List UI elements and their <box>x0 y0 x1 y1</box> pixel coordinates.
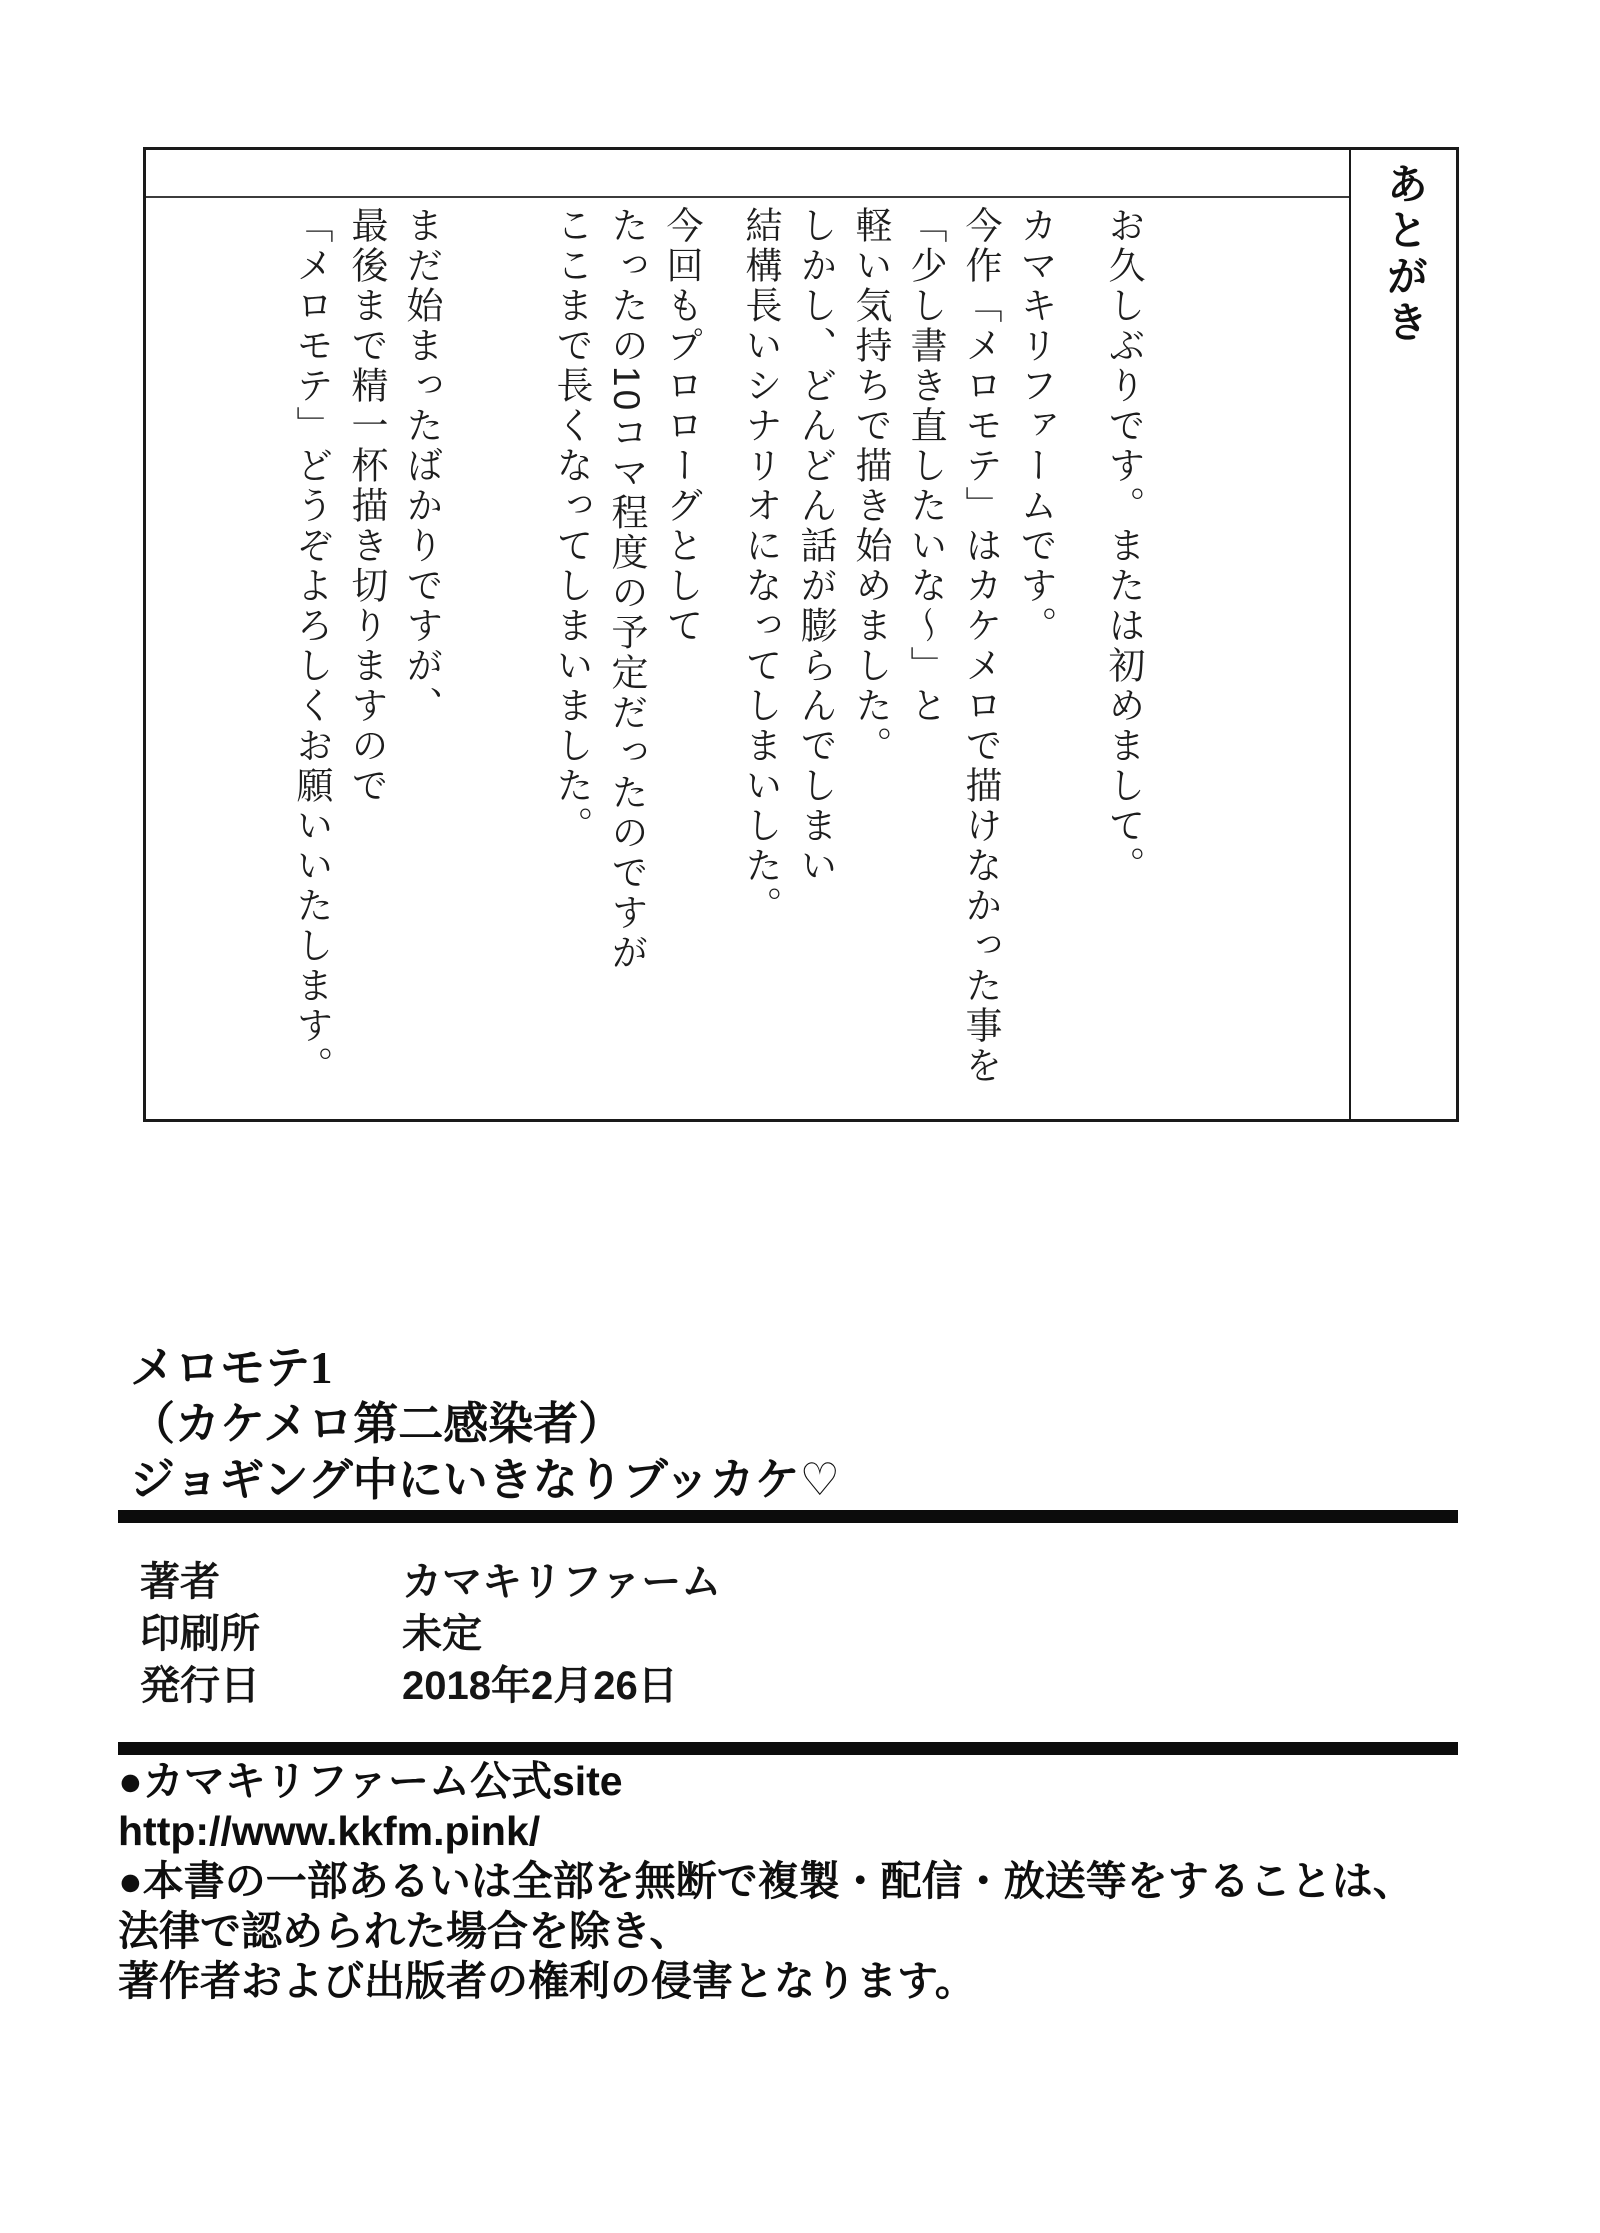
afterword-body <box>146 150 1351 1119</box>
afterword-column: たったの10コマ程度の予定だったのですが <box>606 206 647 974</box>
divider-bar-top <box>118 1510 1458 1523</box>
afterword-column: お久しぶりです。または初めまして。 <box>1103 206 1144 886</box>
title-line-3: ジョギング中にいきなりブッカケ♡ <box>130 1455 840 1505</box>
colophon-value-published: 2018年2月26日 <box>402 1663 678 1708</box>
title-block <box>130 1340 840 1508</box>
colophon-value-author: カマキリファーム <box>402 1559 722 1604</box>
title-line-1: メロモテ1 <box>130 1343 333 1393</box>
afterword-column: 結構長いシナリオになってしまいした。 <box>740 206 781 926</box>
divider-bar-bottom <box>118 1742 1458 1755</box>
afterword-heading: あとがき <box>1380 162 1427 346</box>
afterword-column: 「メロモテ」どうぞよろしくお願いいたします。 <box>291 206 332 1086</box>
afterword-column: 今作「メロモテ」はカケメロで描けなかった事を <box>960 206 1001 1086</box>
afterword-column: 今回もプロローグとして <box>661 206 702 646</box>
footer-copyright-line-3: 著作者および出版者の権利の侵害となります。 <box>118 1958 976 2004</box>
afterword-box <box>143 147 1459 1122</box>
colophon-label-author: 著者 <box>140 1559 220 1604</box>
colophon-value-printer: 未定 <box>402 1611 482 1656</box>
colophon-row-published <box>140 1656 721 1708</box>
afterword-column: 最後まで精一杯描き切りますので <box>346 206 387 806</box>
colophon-label-printer: 印刷所 <box>140 1611 260 1656</box>
afterword-column: カマキリファームです。 <box>1015 206 1056 646</box>
afterword-heading-column <box>1351 150 1456 1119</box>
colophon-row-author <box>140 1552 721 1604</box>
afterword-column: 軽い気持ちで描き始めました。 <box>850 206 891 766</box>
footer-copyright-line-2: 法律で認められた場合を除き、 <box>118 1908 691 1954</box>
afterword-column: 「少し書き直したいな〜」と <box>905 206 946 726</box>
afterword-column: まだ始まったばかりですが、 <box>401 206 442 726</box>
afterword-column: ここまで長くなってしまいました。 <box>551 206 592 846</box>
footer-official-site: ●カマキリファーム公式site <box>118 1758 623 1804</box>
afterword-text <box>291 206 1151 1115</box>
footer-site-url: http://www.kkfm.pink/ <box>118 1808 541 1854</box>
afterword-column: しかし、どんどん話が膨らんでしまい <box>795 206 836 886</box>
colophon-label-published: 発行日 <box>140 1663 260 1708</box>
footer <box>118 1756 1414 2006</box>
afterword-header-rule <box>146 196 1349 198</box>
colophon <box>140 1552 721 1708</box>
title-line-2: （カケメロ第二感染者） <box>130 1399 624 1449</box>
colophon-row-printer <box>140 1604 721 1656</box>
footer-copyright-line-1: ●本書の一部あるいは全部を無断で複製・配信・放送等をすることは、 <box>118 1858 1414 1904</box>
